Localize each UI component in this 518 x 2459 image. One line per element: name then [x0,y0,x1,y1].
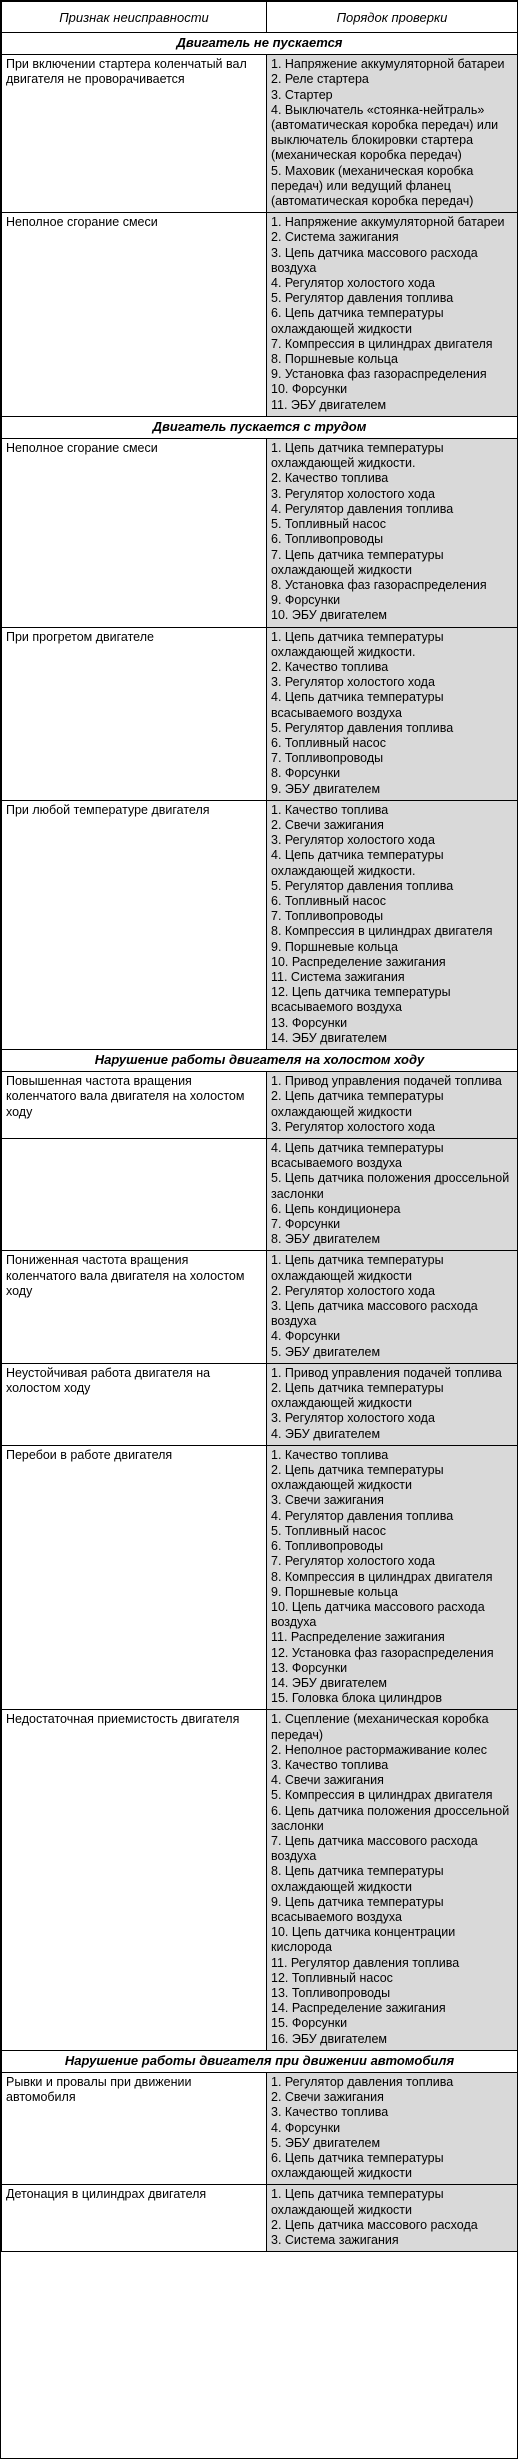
check-item: 2. Свечи зажигания [271,2090,384,2105]
table-body [2,33,518,2252]
diagnostic-table [1,1,518,2252]
symptom-cell: Перебои в работе двигателя [2,1445,267,1709]
check-item: 6. Топливопроводы [271,532,384,547]
check-item: 5. Регулятор давления топлива [271,291,454,306]
check-item: 1. Качество топлива [271,1447,389,1462]
check-item: 15. Форсунки [271,2016,348,2031]
check-item: 7. Регулятор холостого хода [271,1554,435,1569]
check-item: 4. Форсунки [271,2120,341,2135]
check-item: 3. Качество топлива [271,2105,389,2120]
check-item: 2. Цепь датчика температуры охлаждающей жидкости [271,1381,444,1411]
check-item: 1. Привод управления подачей топлива [271,1365,502,1380]
check-item: 5. Компрессия в цилиндрах двигателя [271,1788,493,1803]
section-row [2,1050,518,1072]
check-order-cell [267,1139,518,1251]
table-row [2,439,518,627]
check-item: 6. Топливопроводы [271,1539,384,1554]
table-row [2,1072,518,1139]
check-order-cell [267,213,518,417]
check-item: 14. ЭБУ двигателем [271,1675,388,1690]
check-item: 4. Выключатель «стоянка-нейтраль» (автоматическая коробка передач) или выключатель блокировки стартера (механическая коробка передач) [271,102,499,163]
header-check-order: Порядок проверки [267,2,518,33]
check-item: 2. Реле стартера [271,72,369,87]
check-item: 10. Цепь датчика концентрации кислорода [271,1925,456,1955]
check-item: 1. Цепь датчика температуры охлаждающей жидкости [271,1253,444,1283]
check-item: 1. Цепь датчика температуры охлаждающей жидкости [271,2187,444,2217]
check-item: 12. Топливный насос [271,1970,393,1985]
check-order-cell [267,1710,518,2050]
check-item: 3. Стартер [271,87,333,102]
check-item: 6. Цепь датчика температуры охлаждающей жидкости [271,306,444,336]
check-item: 10. Цепь датчика массового расхода воздуха [271,1599,485,1630]
check-order-cell [267,55,518,213]
check-order-cell [267,800,518,1049]
check-item: 4. Цепь датчика температуры всасываемого воздуха [271,1141,444,1171]
symptom-cell: Повышенная частота вращения коленчатого вала двигателя на холостом ходу [2,1072,267,1139]
check-item: 9. Поршневые кольца [271,939,398,954]
check-item: 5. Цепь датчика положения дроссельной заслонки [271,1171,510,1201]
check-item: 8. Установка фаз газораспределения [271,577,487,592]
table-header-row [2,2,518,33]
check-order-cell [267,2185,518,2252]
check-item: 13. Топливопроводы [271,1985,391,2000]
check-item: 9. Установка фаз газораспределения [271,367,487,382]
check-item: 12. Установка фаз газораспределения [271,1645,494,1660]
check-item: 2. Неполное растормаживание колес [271,1742,487,1757]
symptom-cell: Неполное сгорание смеси [2,439,267,627]
check-item: 14. ЭБУ двигателем [271,1030,388,1045]
check-item: 4. Регулятор давления топлива [271,501,454,516]
check-item: 2. Регулятор холостого хода [271,1283,435,1298]
check-item: 5. Топливный насос [271,517,386,532]
check-item: 1. Напряжение аккумуляторной батареи [271,57,505,72]
section-title: Двигатель пускается с трудом [2,416,518,438]
check-item: 8. Поршневые кольца [271,352,398,367]
check-item: 1. Привод управления подачей топлива [271,1074,502,1089]
check-item: 7. Компрессия в цилиндрах двигателя [271,336,493,351]
table-row [2,1710,518,2050]
check-item: 2. Цепь датчика массового расхода [271,2217,478,2232]
check-item: 7. Топливопроводы [271,751,384,766]
section-row [2,416,518,438]
check-order-cell [267,627,518,800]
check-item: 8. Цепь датчика температуры охлаждающей жидкости [271,1864,444,1894]
check-item: 8. Компрессия в цилиндрах двигателя [271,1569,493,1584]
check-item: 9. Форсунки [271,593,341,608]
check-item: 5. ЭБУ двигателем [271,1344,381,1359]
check-item: 4. Регулятор холостого хода [271,276,435,291]
section-title: Нарушение работы двигателя при движении автомобиля [2,2050,518,2072]
check-item: 8. Компрессия в цилиндрах двигателя [271,924,493,939]
check-item: 4. Регулятор давления топлива [271,1508,454,1523]
table-row [2,800,518,1049]
check-item: 11. ЭБУ двигателем [271,397,387,412]
check-item: 2. Качество топлива [271,471,389,486]
check-item: 2. Качество топлива [271,659,389,674]
check-item: 3. Свечи зажигания [271,1493,384,1508]
check-item: 7. Цепь датчика температуры охлаждающей жидкости [271,547,444,577]
check-item: 16. ЭБУ двигателем [271,2031,388,2046]
symptom-cell [2,1139,267,1251]
check-item: 13. Форсунки [271,1015,348,1030]
symptom-cell: Недостаточная приемистость двигателя [2,1710,267,2050]
check-item: 15. Головка блока цилиндров [271,1691,442,1706]
symptom-cell: Пониженная частота вращения коленчатого вала двигателя на холостом ходу [2,1251,267,1363]
check-item: 3. Система зажигания [271,2233,399,2248]
check-item: 3. Регулятор холостого хода [271,833,435,848]
check-order-cell [267,1445,518,1709]
table-row [2,55,518,213]
check-item: 14. Распределение зажигания [271,2001,446,2016]
header-symptom: Признак неисправности [2,2,267,33]
check-item: 11. Распределение зажигания [271,1630,445,1645]
table-row [2,2073,518,2185]
check-item: 10. Распределение зажигания [271,954,446,969]
check-order-cell [267,1251,518,1363]
table-row [2,213,518,417]
section-title: Двигатель не пускается [2,33,518,55]
check-item: 4. ЭБУ двигателем [271,1426,381,1441]
section-title: Нарушение работы двигателя на холостом ходу [2,1050,518,1072]
table-row [2,1139,518,1251]
check-item: 6. Цепь кондиционера [271,1201,401,1216]
check-item: 10. ЭБУ двигателем [271,608,388,623]
check-item: 1. Цепь датчика температуры охлаждающей жидкости. [271,441,444,471]
check-item: 4. Свечи зажигания [271,1773,384,1788]
check-item: 4. Цепь датчика температуры всасываемого воздуха [271,690,444,720]
symptom-cell: При любой температуре двигателя [2,800,267,1049]
check-item: 5. Топливный насос [271,1523,386,1538]
check-item: 12. Цепь датчика температуры всасываемого воздуха [271,985,451,1015]
check-item: 6. Топливный насос [271,893,386,908]
table-row [2,1363,518,1445]
section-row [2,2050,518,2072]
check-item: 10. Форсунки [271,382,348,397]
check-item: 5. Регулятор давления топлива [271,720,454,735]
symptom-cell: Рывки и провалы при движении автомобиля [2,2073,267,2185]
check-item: 7. Цепь датчика массового расхода воздуха [271,1833,478,1864]
symptom-cell: Детонация в цилиндрах двигателя [2,2185,267,2252]
check-order-cell [267,1072,518,1139]
check-item: 3. Качество топлива [271,1757,389,1772]
check-item: 9. ЭБУ двигателем [271,781,381,796]
check-item: 6. Цепь датчика положения дроссельной заслонки [271,1803,510,1833]
check-item: 5. Маховик (механическая коробка передач) или ведущий фланец (автоматическая коробка передач) [271,163,474,209]
check-item: 1. Качество топлива [271,802,389,817]
table-row [2,1251,518,1363]
check-item: 11. Регулятор давления топлива [271,1955,460,1970]
check-item: 1. Напряжение аккумуляторной батареи [271,215,505,230]
check-item: 11. Система зажигания [271,969,405,984]
symptom-cell: При включении стартера коленчатый вал двигателя не проворачивается [2,55,267,213]
check-order-cell [267,2073,518,2185]
check-item: 9. Цепь датчика температуры всасываемого воздуха [271,1894,444,1924]
check-order-cell [267,439,518,627]
check-item: 3. Регулятор холостого хода [271,675,435,690]
check-item: 3. Цепь датчика массового расхода воздуха [271,1299,478,1329]
check-item: 1. Цепь датчика температуры охлаждающей жидкости. [271,629,444,659]
check-item: 9. Поршневые кольца [271,1584,398,1599]
check-item: 1. Регулятор давления топлива [271,2075,454,2089]
symptom-cell: Неполное сгорание смеси [2,213,267,417]
check-item: 3. Регулятор холостого хода [271,486,435,501]
check-order-cell [267,1363,518,1445]
check-item: 2. Цепь датчика температуры охлаждающей жидкости [271,1463,444,1493]
symptom-cell: Неустойчивая работа двигателя на холостом ходу [2,1363,267,1445]
check-item: 6. Топливный насос [271,735,386,750]
table-row [2,627,518,800]
check-item: 6. Цепь датчика температуры охлаждающей жидкости [271,2151,444,2181]
check-item: 7. Форсунки [271,1217,341,1232]
table-row [2,2185,518,2252]
table-row [2,1445,518,1709]
check-item: 1. Сцепление (механическая коробка передач) [271,1712,489,1742]
check-item: 4. Цепь датчика температуры охлаждающей жидкости. [271,848,444,878]
check-item: 5. ЭБУ двигателем [271,2135,381,2150]
check-item: 3. Регулятор холостого хода [271,1411,435,1426]
check-item: 2. Цепь датчика температуры охлаждающей жидкости [271,1089,444,1119]
check-item: 8. ЭБУ двигателем [271,1232,381,1247]
check-item: 13. Форсунки [271,1660,348,1675]
check-item: 7. Топливопроводы [271,909,384,924]
symptom-cell: При прогретом двигателе [2,627,267,800]
check-item: 8. Форсунки [271,766,341,781]
check-item: 2. Свечи зажигания [271,817,384,832]
section-row [2,33,518,55]
check-item: 5. Регулятор давления топлива [271,878,454,893]
check-item: 2. Система зажигания [271,230,399,245]
check-item: 4. Форсунки [271,1329,341,1344]
check-item: 3. Регулятор холостого хода [271,1119,435,1134]
check-item: 3. Цепь датчика массового расхода воздуха [271,245,478,275]
